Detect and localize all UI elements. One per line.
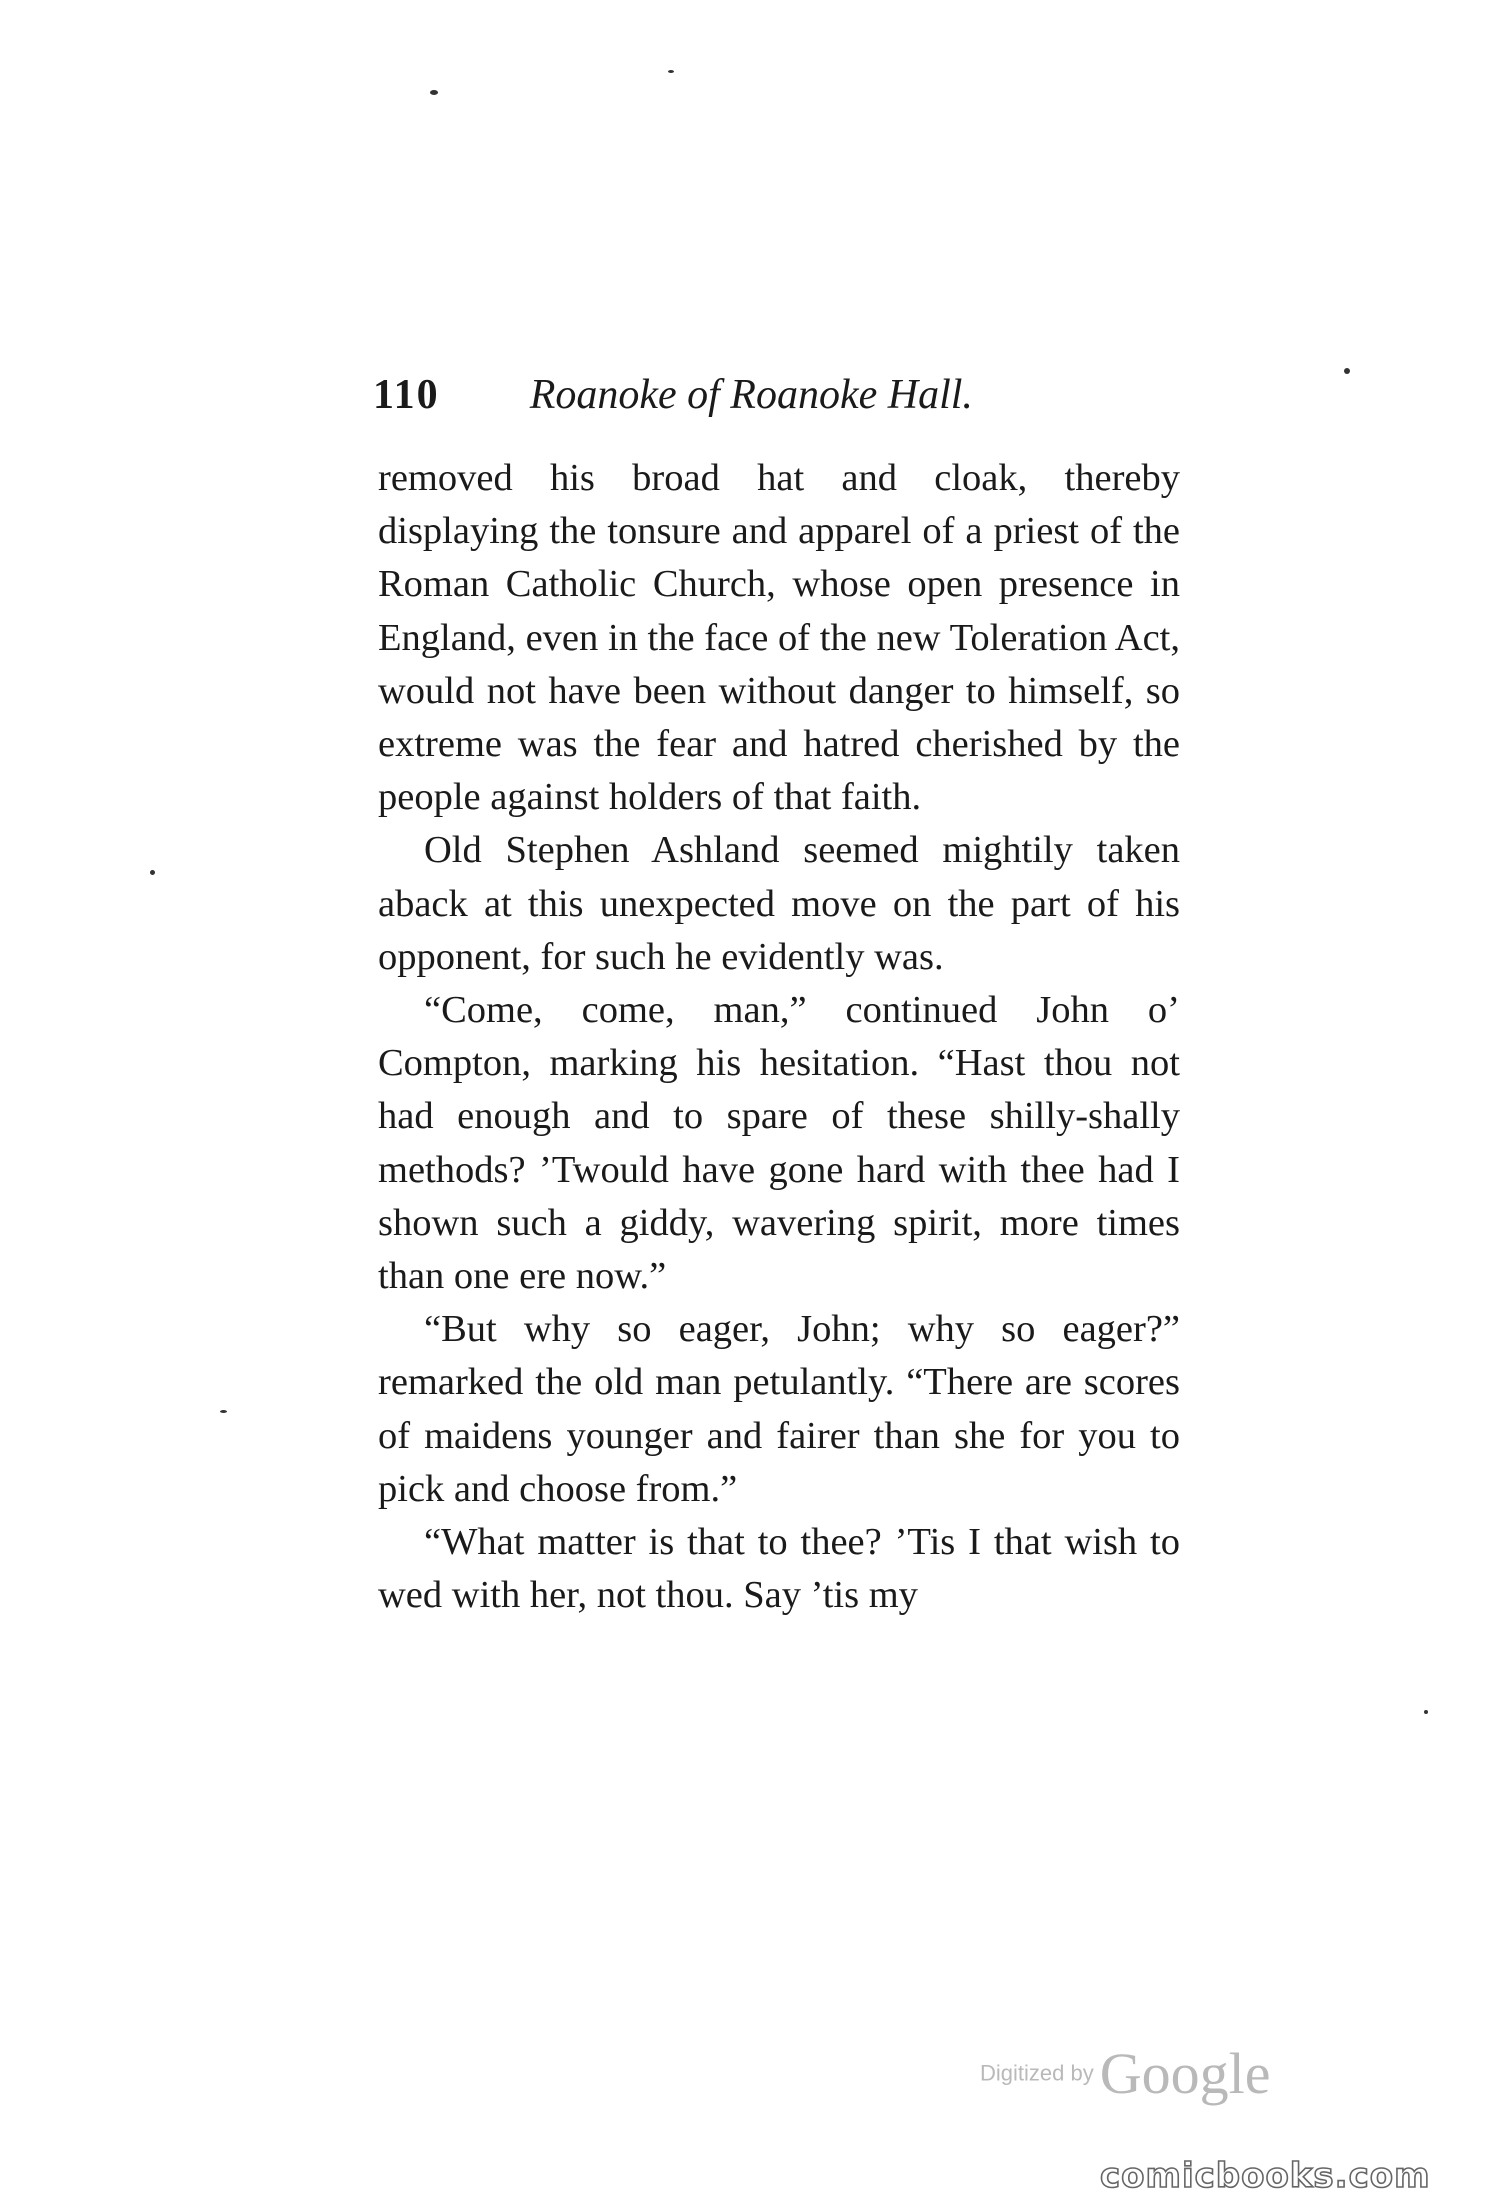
scan-speck [668,70,674,73]
running-head [373,365,1193,425]
paragraph: “Come, come, man,” continued John o’ Compton, marking his hesitation. “Hast thou not had enough and to spare of these shilly-shally methods? ’Twould have gone hard with thee had I shown such a giddy, wavering spirit, more times than one ere now.” [378,989,1180,1298]
scan-speck [220,1410,227,1413]
paragraph: “But why so eager, John; why so eager?” remarked the old man petulantly. “There are scores of maidens younger and fairer than she for you to pick and choose from.” [378,1308,1180,1510]
book-title: Roanoke of Roanoke Hall. [529,372,973,418]
body-text [378,452,1180,1622]
digitized-watermark [980,2040,1270,2110]
scan-speck [1424,1710,1428,1714]
paragraph: “What matter is that to thee? ’Tis I that wish to wed with her, not thou. Say ’tis my [378,1521,1180,1617]
watermark-prefix: Digitized by [980,2060,1094,2086]
scan-speck [430,90,438,95]
page-number: 110 [373,372,440,418]
paragraph: Old Stephen Ashland seemed mightily taken aback at this unexpected move on the part of his opponent, for such he evidently was. [378,829,1180,978]
site-watermark: comicbooks.com [1100,2156,1431,2196]
paragraph: removed his broad hat and cloak, thereby displaying the tonsure and apparel of a priest of the Roman Catholic Church, whose open presence in England, even in the face of the new Toleration Act, would not have been without danger to himself, so extreme was the fear and hatred cherished by the people against holders of that faith. [378,457,1180,819]
watermark-brand: Google [1099,2041,1271,2106]
scan-speck [150,870,155,875]
scan-speck [1344,368,1350,374]
